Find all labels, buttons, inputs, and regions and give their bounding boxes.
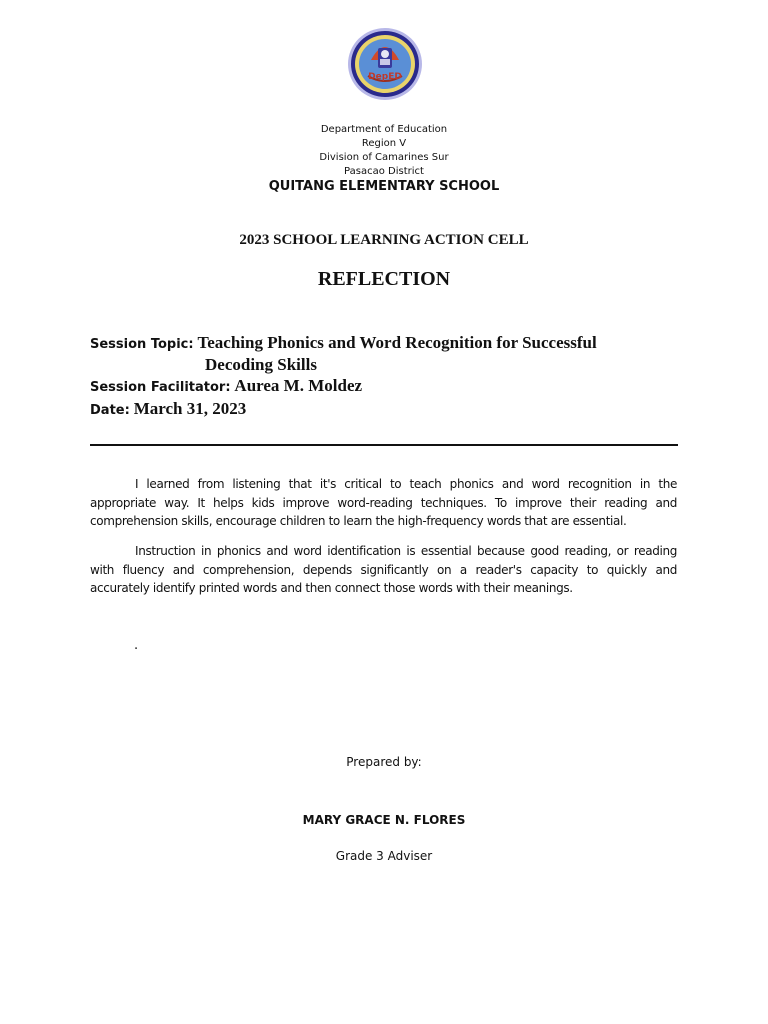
session-topic-label: Session Topic: <box>90 337 194 352</box>
session-topic <box>90 333 597 353</box>
session-topic-value: Teaching Phonics and Word Recognition for Successful <box>197 333 597 352</box>
session-date <box>90 399 246 419</box>
school-name: QUITANG ELEMENTARY SCHOOL <box>268 179 500 194</box>
date-label: Date: <box>90 403 130 418</box>
deped-seal-logo <box>346 26 424 102</box>
session-facilitator <box>90 376 362 396</box>
stray-period: . <box>134 638 139 653</box>
seal-wordmark: DepED <box>368 72 402 82</box>
horizontal-divider <box>90 444 678 446</box>
prepared-by-label: Prepared by: <box>346 755 422 769</box>
date-value: March 31, 2023 <box>133 399 247 418</box>
header-district: Pasacao District <box>344 166 424 177</box>
preparer-position: Grade 3 Adviser <box>335 849 433 863</box>
facilitator-label: Session Facilitator: <box>90 380 231 395</box>
header-department: Department of Education <box>320 124 448 135</box>
header-division: Division of Camarines Sur <box>319 152 449 163</box>
session-topic-continued: Decoding Skills <box>205 355 317 374</box>
reflection-paragraph-1: I learned from listening that it's critical to teach phonics and word recognition in the appropriate way. It helps kids improve word-reading techniques. To improve their reading and comprehension skills, encourage children to learn the high-frequency words that are essential. <box>90 477 677 528</box>
preparer-name: MARY GRACE N. FLORES <box>302 813 466 827</box>
header-region: Region V <box>361 138 407 149</box>
reflection-paragraph-2: Instruction in phonics and word identification is essential because good reading, or reading with fluency and comprehension, depends significantly on a reader's capacity to quickly and accurately identify printed words and then connect those words with their meanings. <box>90 544 677 595</box>
event-title: 2023 SCHOOL LEARNING ACTION CELL <box>239 232 529 248</box>
document-title: REFLECTION <box>317 268 451 290</box>
facilitator-value: Aurea M. Moldez <box>234 376 363 395</box>
